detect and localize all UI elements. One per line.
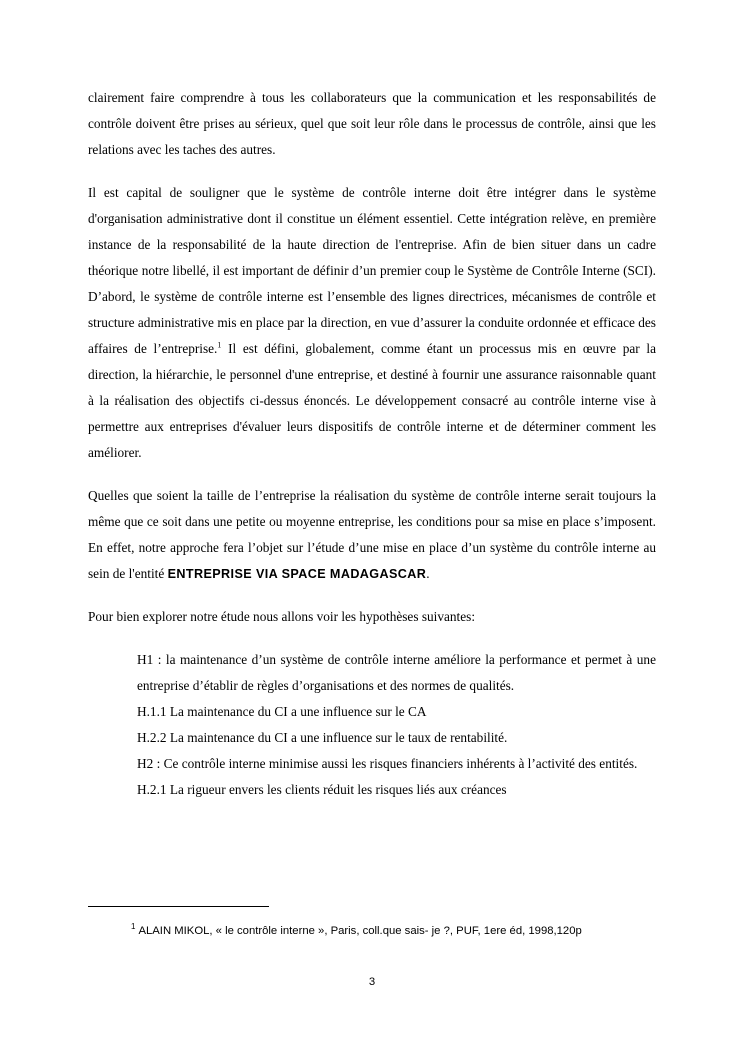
paragraph-2-part-1: Il est capital de souligner que le système de contrôle interne doit être intégrer dans le système d'organisation administrative dont il constitue un élément essentiel. Cette intégration relève, en première instance de la responsabilité de la haute direction de l'entreprise. Afin de bien situer dans un cadre théorique notre libellé, il est important de définir d’un premier coup le Système de Contrôle Interne (SCI). D’abord, le système de contrôle interne est l’ensemble des lignes directrices, mécanismes de contrôle et structure administrative mis en place par la direction, en vue d’assurer la conduite ordonnée et efficace des affaires de l’entreprise. [88, 185, 656, 356]
page-number: 3 [368, 976, 376, 988]
paragraph-2-part-2: Il est défini, globalement, comme étant un processus mis en œuvre par la direction, la hiérarchie, le personnel d'une entreprise, et destiné à fournir une assurance raisonnable quant à la réalisation des objectifs ci-dessus énoncés. Le développement consacré au contrôle interne vise à permettre aux entreprises d'évaluer leurs dispositifs de contrôle interne et de déterminer comment les améliorer. [88, 341, 656, 460]
company-name: ENTREPRISE VIA SPACE MADAGASCAR [167, 567, 427, 581]
footnote-reference: 1 [217, 340, 222, 350]
paragraph-3-end: . [426, 566, 430, 581]
footnote-separator [88, 906, 269, 907]
paragraph-3 [88, 483, 656, 587]
hypotheses-list [88, 647, 656, 803]
main-text [88, 85, 656, 803]
hypothesis-item: H.2.1 La rigueur envers les clients réduit les risques liés aux créances [137, 782, 507, 797]
footnote-text: ALAIN MIKOL, « le contrôle interne », Paris, coll.que sais- je ?, PUF, 1ere éd, 1998,120p [138, 925, 582, 937]
hypothesis-item: H.2.2 La maintenance du CI a une influence sur le taux de rentabilité. [137, 730, 508, 745]
footnote [131, 922, 582, 937]
paragraph-3-part-1: Quelles que soient la taille de l’entreprise la réalisation du système de contrôle interne serait toujours la même que ce soit dans une petite ou moyenne entreprise, les conditions pour sa mise en place s’imposent. En effet, notre approche fera l’objet sur l’étude d’une mise en place d’un système du contrôle interne au sein de l'entité [88, 488, 656, 581]
paragraph-2 [88, 180, 656, 466]
hypothesis-item: H1 : la maintenance d’un système de contrôle interne améliore la performance et permet à une entreprise d’établir de règles d’organisations et des normes de qualités. [137, 652, 656, 693]
hypothesis-item: H.1.1 La maintenance du CI a une influence sur le CA [137, 704, 427, 719]
hypothesis-item: H2 : Ce contrôle interne minimise aussi les risques financiers inhérents à l’activité des entités. [137, 756, 638, 771]
paragraph-4: Pour bien explorer notre étude nous allons voir les hypothèses suivantes: [88, 609, 476, 624]
footnote-number: 1 [131, 922, 136, 932]
paragraph-1: clairement faire comprendre à tous les collaborateurs que la communication et les responsabilités de contrôle doivent être prises au sérieux, quel que soit leur rôle dans le processus de contrôle, ainsi que les relations avec les taches des autres. [88, 90, 656, 157]
